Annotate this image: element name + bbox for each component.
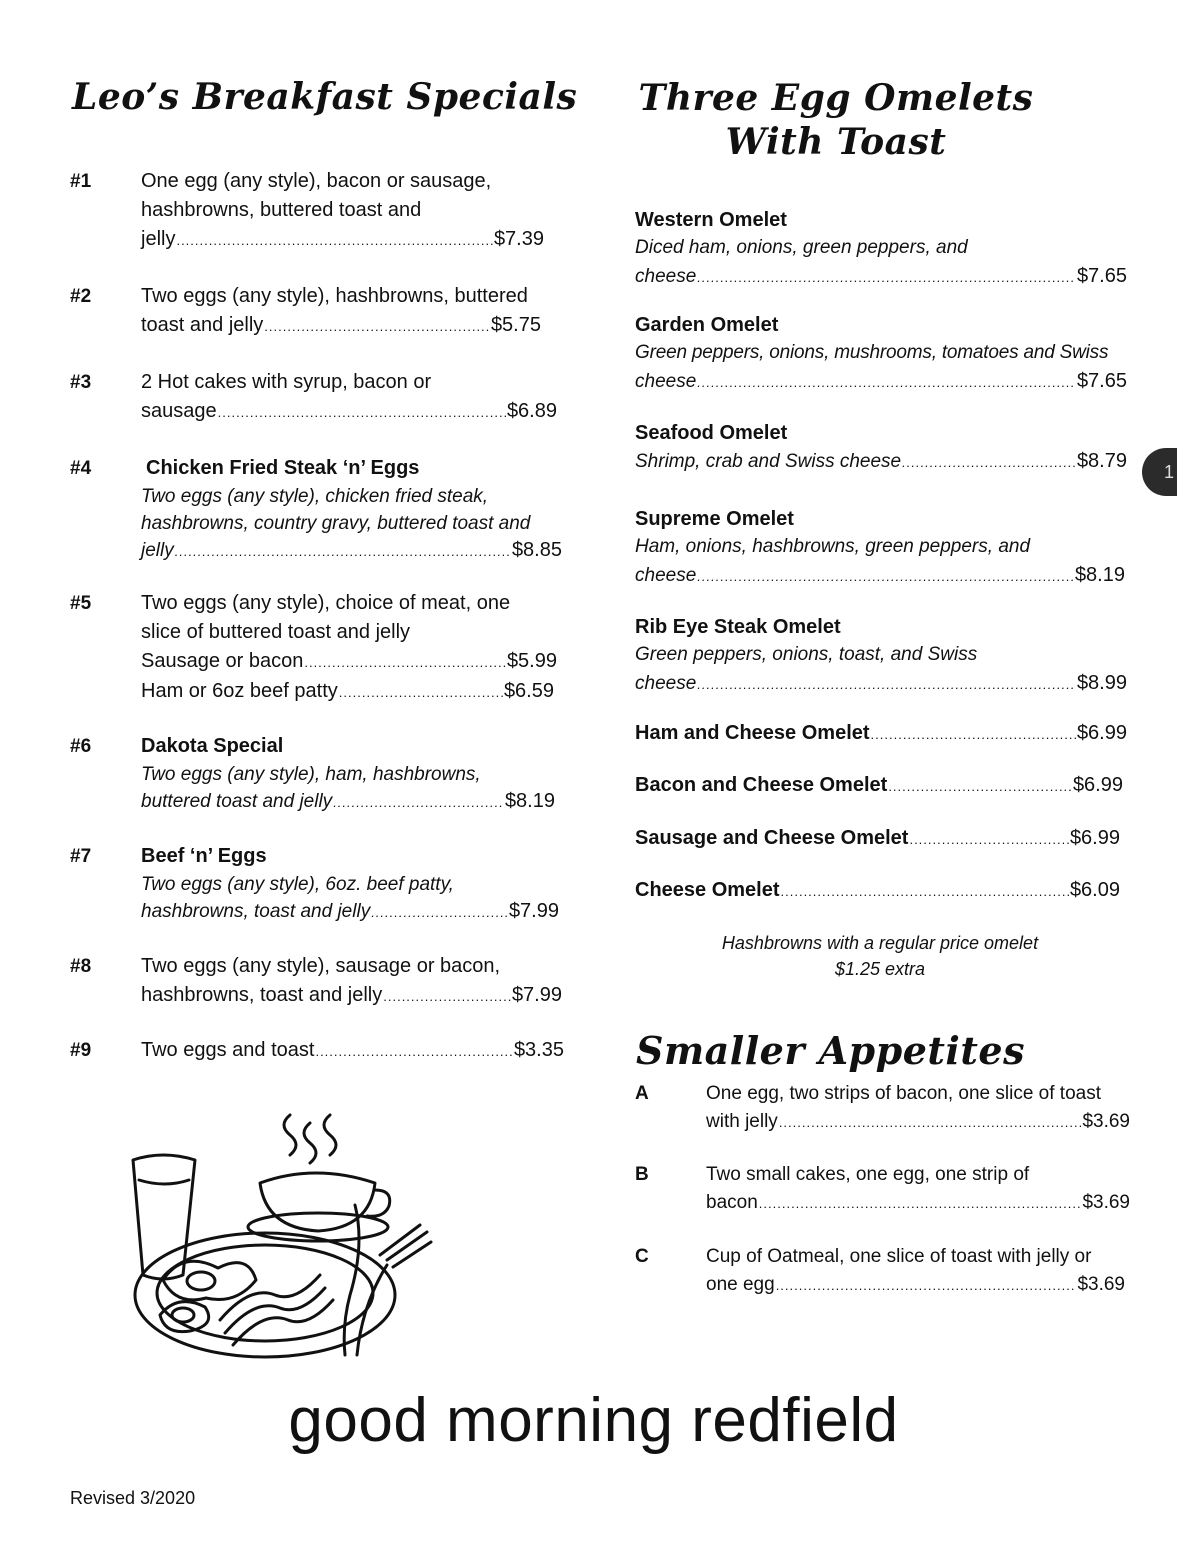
special-number: #9: [70, 1040, 92, 1061]
omelet-price: $8.79: [1076, 450, 1127, 472]
special-price: $6.59: [503, 680, 554, 702]
special-desc-last: jelly: [141, 228, 176, 250]
omelet-desc: Ham, onions, hashbrowns, green peppers, and: [635, 536, 1031, 557]
special-name: Beef ‘n’ Eggs: [141, 845, 267, 867]
omelet-desc-last: cheese: [635, 371, 697, 392]
omelet-sausage-cheese: [635, 824, 1120, 854]
omelet-bacon-cheese: [635, 771, 1123, 801]
footer-slogan-text: good morning redfield: [288, 1386, 899, 1455]
omelet-desc-last: Shrimp, crab and Swiss cheese: [635, 451, 902, 472]
special-price: $8.19: [504, 790, 555, 812]
omelet-price: $6.09: [1069, 879, 1120, 901]
note-line2: $1.25 extra: [834, 959, 926, 979]
special-desc-last: hashbrowns, toast and jelly: [141, 901, 371, 922]
special-desc-last: hashbrowns, toast and jelly: [141, 984, 383, 1006]
smaller-desc-last: one egg: [706, 1274, 775, 1295]
omelet-supreme: [635, 505, 1125, 591]
right-title: [636, 76, 1036, 164]
omelet-garden: [635, 311, 1127, 397]
special-number: #7: [70, 846, 92, 867]
omelet-seafood: [635, 419, 1127, 477]
special-price: $6.89: [506, 400, 557, 422]
omelet-desc: Diced ham, onions, green peppers, and: [635, 237, 968, 258]
omelet-ham-cheese: [635, 719, 1127, 749]
special-number: #6: [70, 736, 92, 757]
special-desc-line: Two eggs (any style), hashbrowns, buttered: [141, 285, 528, 307]
omelet-name: Sausage and Cheese Omelet: [635, 827, 909, 849]
omelet-name: Rib Eye Steak Omelet: [635, 616, 841, 638]
omelet-cheese: [635, 876, 1120, 906]
smaller-desc-line: One egg, two strips of bacon, one slice of toast: [706, 1083, 1102, 1104]
special-desc-line: hashbrowns, buttered toast and: [141, 199, 422, 221]
omelet-desc-last: cheese: [635, 565, 697, 586]
special-desc-last: sausage: [141, 400, 217, 422]
special-number: #2: [70, 286, 92, 307]
special-desc-last: buttered toast and jelly: [141, 791, 333, 812]
smaller-price: $3.69: [1082, 1192, 1130, 1213]
omelet-price: $6.99: [1072, 774, 1123, 796]
smaller-price: $3.69: [1077, 1274, 1125, 1295]
omelet-price: $6.99: [1076, 722, 1127, 744]
omelet-name: Garden Omelet: [635, 314, 779, 336]
omelet-rib-eye: [635, 613, 1127, 699]
smaller-desc-line: Cup of Oatmeal, one slice of toast with jelly or: [706, 1246, 1092, 1267]
smaller-letter: A: [635, 1083, 649, 1104]
special-desc-last: toast and jelly: [141, 314, 264, 336]
right-title-line1: Three Egg Omelets: [638, 77, 1034, 119]
special-price: $7.99: [508, 900, 559, 922]
special-desc-line: slice of buttered toast and jelly: [141, 621, 411, 643]
special-option: Sausage or bacon: [141, 650, 304, 672]
omelet-price: $7.65: [1076, 265, 1127, 287]
special-desc-line: Two eggs (any style), ham, hashbrowns,: [141, 764, 481, 785]
omelet-desc-last: cheese: [635, 266, 697, 287]
footer-slogan: [0, 1385, 1177, 1456]
special-desc-last: jelly: [141, 540, 174, 561]
omelet-western: [635, 206, 1127, 292]
special-price: $7.39: [493, 228, 544, 250]
smaller-desc-line: Two small cakes, one egg, one strip of: [706, 1164, 1030, 1185]
hashbrowns-note: [635, 930, 1125, 982]
special-price: $5.75: [490, 314, 541, 336]
special-price: $7.99: [511, 984, 562, 1006]
special-number: #1: [70, 171, 92, 192]
omelet-name: Western Omelet: [635, 209, 787, 231]
smaller-price: $3.69: [1082, 1111, 1130, 1132]
smaller-letter: C: [635, 1246, 649, 1267]
omelet-desc: Green peppers, onions, toast, and Swiss: [635, 644, 978, 665]
special-number: #8: [70, 956, 92, 977]
special-number: #4: [70, 458, 92, 479]
omelet-price: $8.99: [1076, 672, 1127, 694]
omelet-price: $6.99: [1069, 827, 1120, 849]
special-desc-line: 2 Hot cakes with syrup, bacon or: [141, 371, 432, 393]
omelet-price: $7.65: [1076, 370, 1127, 392]
omelet-name: Supreme Omelet: [635, 508, 794, 530]
page-tab-badge[interactable]: 1: [1142, 448, 1177, 496]
special-price: $5.99: [506, 650, 557, 672]
special-price: $3.35: [513, 1039, 564, 1061]
special-desc-last: Two eggs and toast: [141, 1039, 315, 1061]
special-desc-line: One egg (any style), bacon or sausage,: [141, 170, 492, 192]
omelet-desc: Green peppers, onions, mushrooms, tomatoes and Swiss: [635, 342, 1109, 363]
revised-date: Revised 3/2020: [70, 1488, 196, 1508]
omelet-name: Cheese Omelet: [635, 879, 780, 901]
special-desc-line: Two eggs (any style), choice of meat, one: [141, 592, 511, 614]
smaller-desc-last: bacon: [706, 1192, 758, 1213]
omelet-name: Ham and Cheese Omelet: [635, 722, 870, 744]
smaller-letter: B: [635, 1164, 649, 1185]
smaller-appetites-title: Smaller Appetites: [636, 1028, 1025, 1073]
special-price: $8.85: [511, 539, 562, 561]
omelet-name: Seafood Omelet: [635, 422, 788, 444]
omelet-desc-last: cheese: [635, 673, 697, 694]
special-name: Dakota Special: [141, 735, 284, 757]
special-number: #5: [70, 593, 92, 614]
breakfast-plate-illustration: [125, 1105, 435, 1365]
special-name: Chicken Fried Steak ‘n’ Eggs: [146, 457, 420, 479]
omelet-price: $8.19: [1074, 564, 1125, 586]
smaller-desc-last: with jelly: [706, 1111, 778, 1132]
special-desc-line: hashbrowns, country gravy, buttered toast and: [141, 513, 531, 534]
special-desc-line: Two eggs (any style), 6oz. beef patty,: [141, 874, 454, 895]
left-title: Leo’s Breakfast Specials: [72, 76, 578, 118]
omelet-name: Bacon and Cheese Omelet: [635, 774, 888, 796]
special-desc-line: Two eggs (any style), chicken fried steak,: [141, 486, 489, 507]
note-line1: Hashbrowns with a regular price omelet: [721, 933, 1039, 953]
special-number: #3: [70, 372, 92, 393]
right-title-line2: With Toast: [725, 121, 947, 163]
special-option: Ham or 6oz beef patty: [141, 680, 338, 702]
special-desc-line: Two eggs (any style), sausage or bacon,: [141, 955, 501, 977]
